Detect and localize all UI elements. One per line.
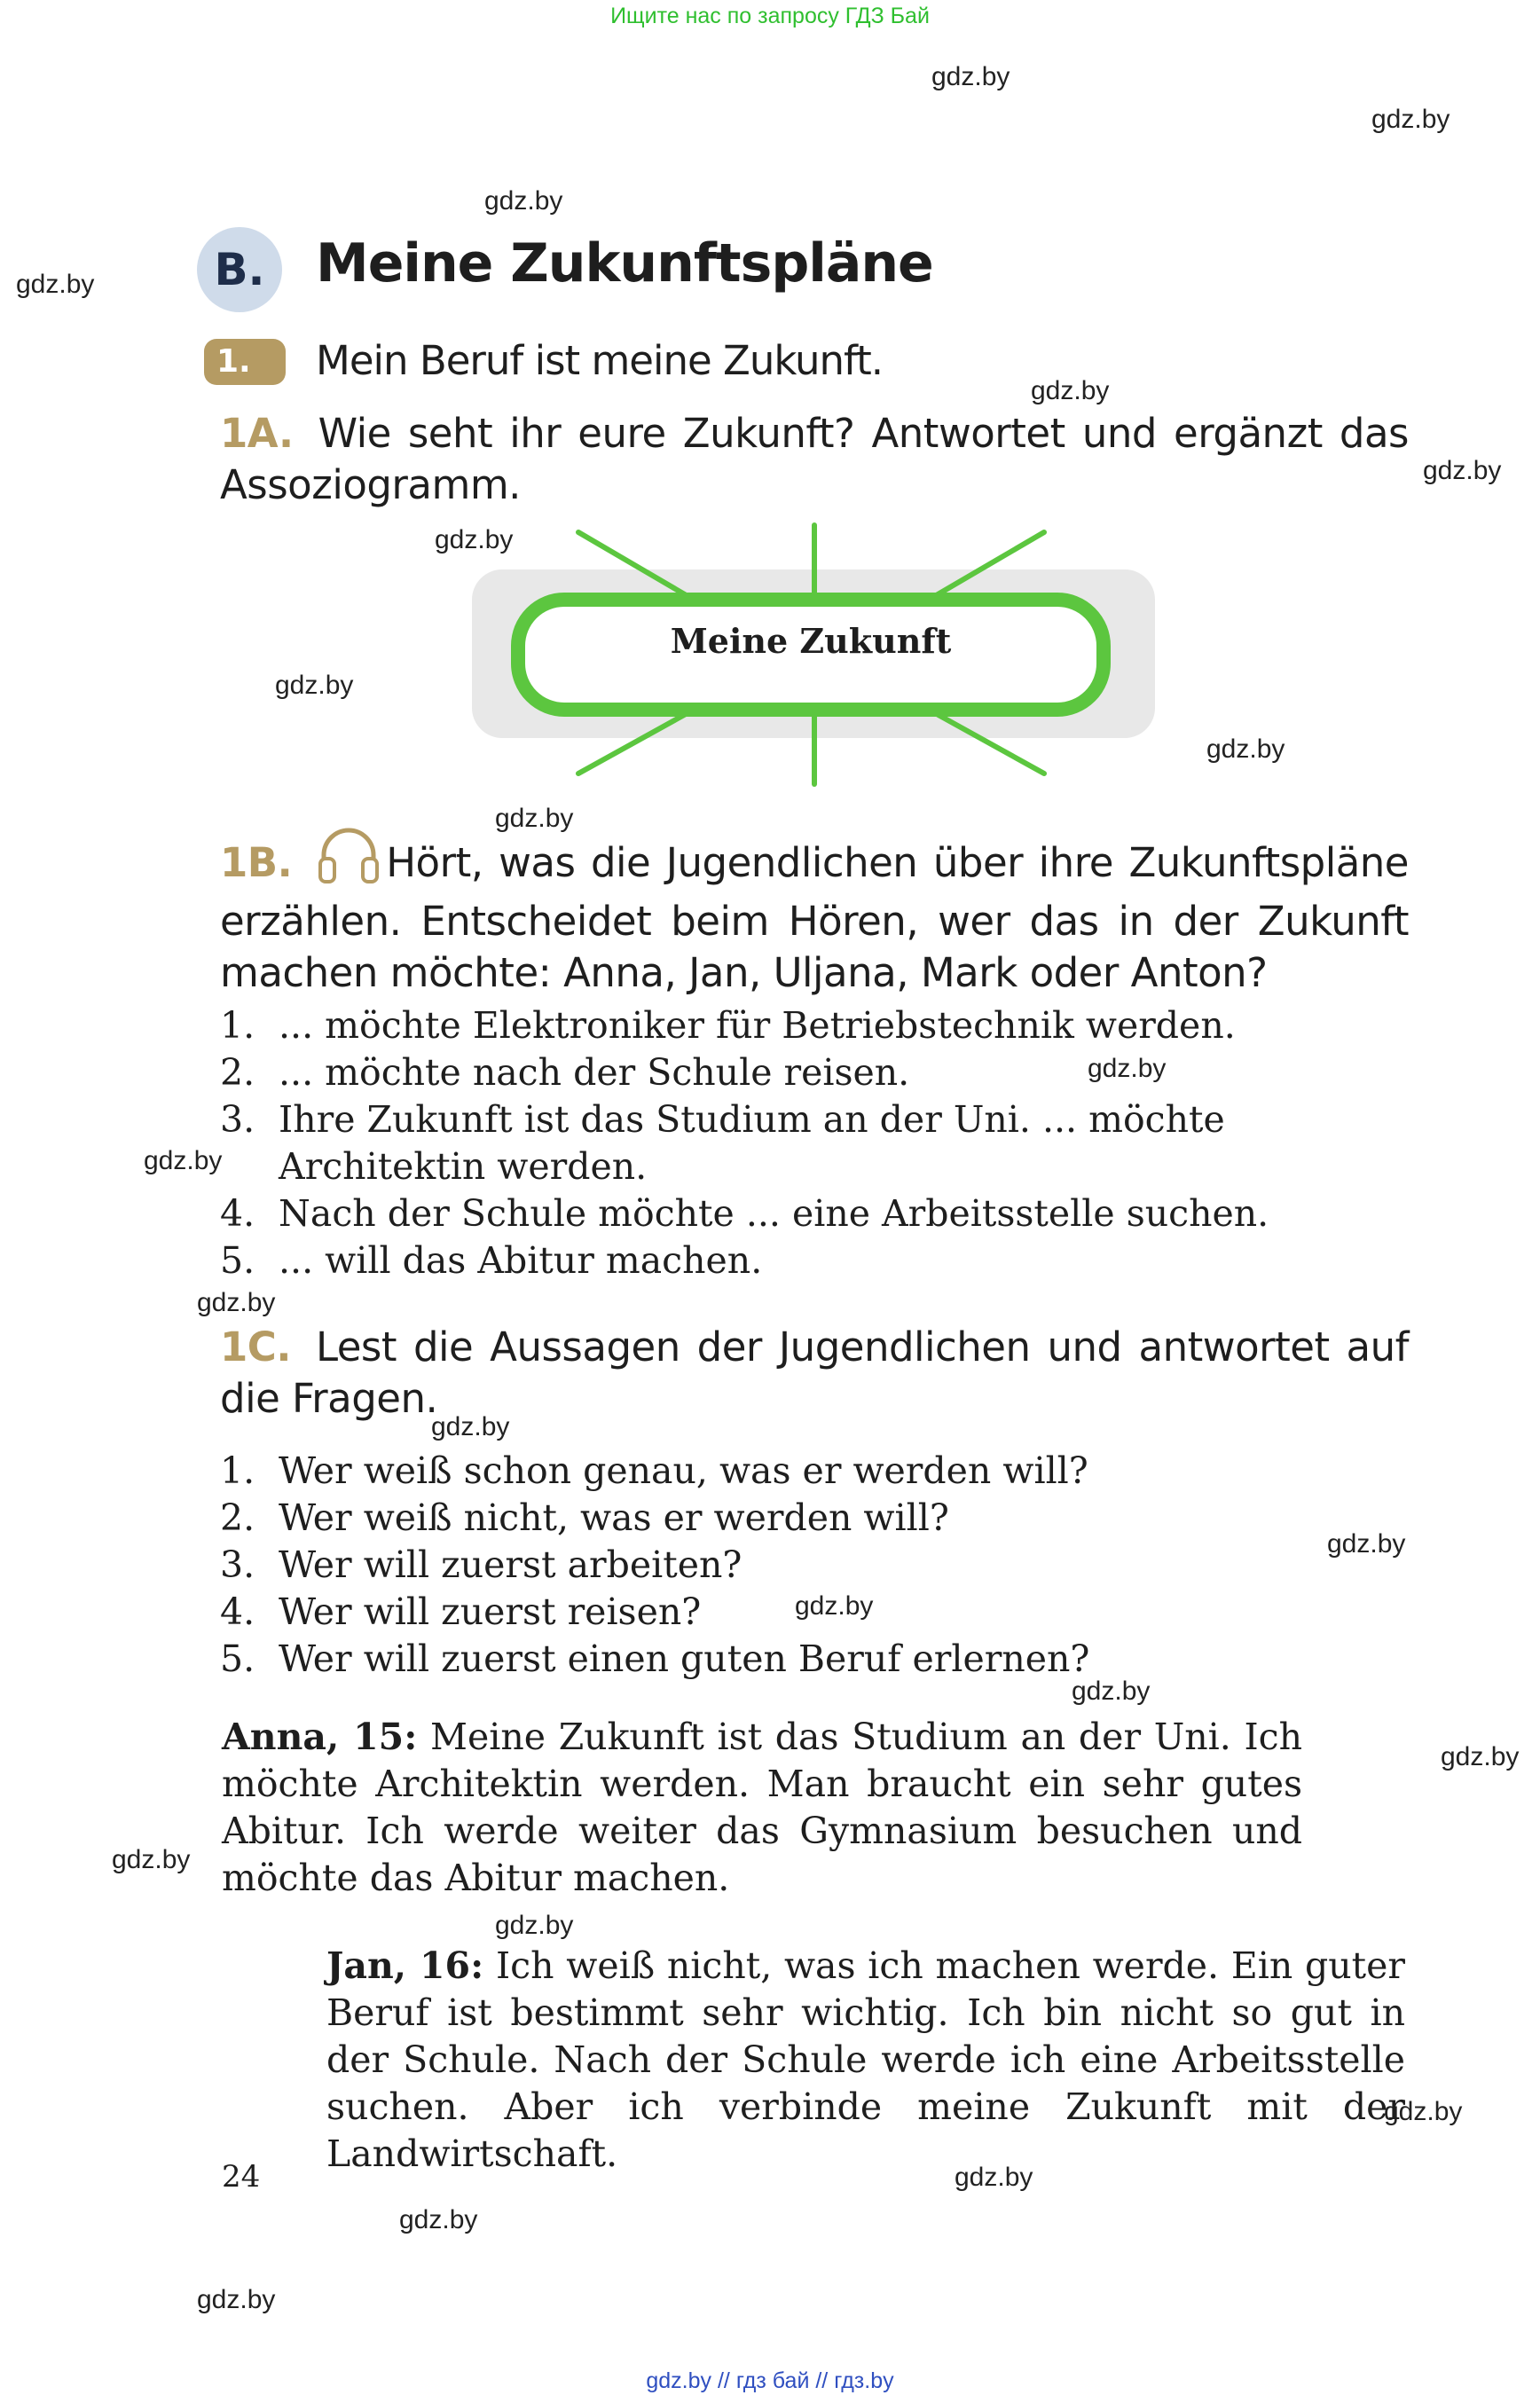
watermark: gdz.by [435, 525, 514, 554]
task-instruction: Wie seht ihr eure Zukunft? Antwortet und ergänzt das Assoziogramm. [220, 410, 1409, 508]
watermark: gdz.by [795, 1591, 874, 1621]
section-badge: B. [197, 227, 282, 312]
watermark: gdz.by [1384, 2097, 1463, 2126]
statement-speaker: Jan, 16: [326, 1944, 484, 1987]
task-1a [220, 408, 1409, 511]
watermark: gdz.by [955, 2163, 1033, 2192]
watermark: gdz.by [1423, 456, 1502, 485]
watermark: gdz.by [275, 671, 354, 700]
watermark: gdz.by [1072, 1677, 1151, 1706]
watermark: gdz.by [1206, 734, 1285, 764]
watermark: gdz.by [1441, 1742, 1520, 1771]
list-item [220, 1096, 1409, 1190]
task-instruction: Hört, was die Jugendlichen über ihre Zukunftspläne erzählen. Entscheidet beim Hören, wer das in der Zukunft machen möchte: Anna, Jan, Uljana, Mark oder Anton? [220, 839, 1409, 996]
item-text: ... möchte Elektroniker für Betriebstechnik werden. [279, 1004, 1236, 1047]
bottom-banner[interactable]: gdz.by // гдз бай // гдз.by [646, 2368, 894, 2393]
item-text: Nach der Schule möchte ... eine Arbeitsstelle suchen. [279, 1192, 1269, 1235]
item-text: Wer will zuerst reisen? [279, 1590, 702, 1633]
watermark: gdz.by [399, 2205, 478, 2234]
list-item [220, 1448, 1409, 1495]
list-item [220, 1237, 1409, 1284]
watermark: gdz.by [495, 1911, 574, 1940]
task-number: 1B. [220, 839, 293, 886]
item-number: 3. [220, 1543, 255, 1586]
item-number: 1. [220, 1004, 255, 1047]
item-text: ... möchte nach der Schule reisen. [279, 1051, 910, 1094]
watermark: gdz.by [1327, 1529, 1406, 1559]
item-text: Wer will zuerst arbeiten? [279, 1543, 742, 1586]
watermark: gdz.by [16, 270, 95, 299]
page-number: 24 [222, 2159, 261, 2195]
item-text: Wer weiß nicht, was er werden will? [279, 1496, 949, 1539]
item-text: ... will das Abitur machen. [279, 1239, 763, 1282]
list-item [220, 1002, 1409, 1049]
watermark: gdz.by [144, 1146, 223, 1175]
item-number: 5. [220, 1637, 255, 1680]
watermark: gdz.by [1031, 376, 1110, 405]
top-banner[interactable]: Ищите нас по запросу ГДЗ Бай [610, 4, 930, 28]
statement-jan [326, 1943, 1405, 2178]
section-title: Meine Zukunftspläne [316, 232, 933, 294]
task-1b-list [220, 1002, 1409, 1284]
task-1b [220, 825, 1409, 999]
item-number: 4. [220, 1590, 255, 1633]
watermark: gdz.by [1371, 105, 1450, 134]
item-text: Wer weiß schon genau, was er werden will? [279, 1449, 1088, 1492]
task-title: Mein Beruf ist meine Zukunft. [316, 337, 884, 384]
headphones-icon[interactable] [317, 825, 381, 896]
statement-text: Ich weiß nicht, was ich machen werde. Ein guter Beruf ist bestimmt sehr wichtig. Ich bin nicht so gut in der Schule. Nach der Schule werde ich eine Arbeitsstelle suchen. Aber ich verbinde meine Zukunft mit der Landwirtschaft. [326, 1944, 1405, 2175]
task-number: 1A. [220, 410, 294, 457]
item-text: Ihre Zukunft ist das Studium an der Uni. ... möchte Architektin werden. [279, 1098, 1225, 1188]
item-number: 1. [220, 1449, 255, 1492]
watermark: gdz.by [931, 62, 1010, 91]
diagram-center-label: Meine Zukunft [670, 621, 952, 661]
watermark: gdz.by [484, 186, 563, 216]
task-instruction: Lest die Aussagen der Jugendlichen und antwortet auf die Fragen. [220, 1323, 1409, 1422]
watermark: gdz.by [197, 2285, 276, 2314]
task-number: 1C. [220, 1323, 291, 1370]
item-number: 5. [220, 1239, 255, 1282]
statement-speaker: Anna, 15: [222, 1716, 418, 1758]
list-item [220, 1589, 1409, 1636]
statement-text: Meine Zukunft ist das Studium an der Uni. Ich möchte Architektin werden. Man braucht ein sehr gutes Abitur. Ich werde weiter das Gymnasium besuchen und möchte das Abitur machen. [222, 1716, 1303, 1899]
item-number: 3. [220, 1098, 255, 1141]
watermark: gdz.by [1088, 1054, 1167, 1083]
list-item [220, 1542, 1409, 1589]
list-item [220, 1190, 1409, 1237]
watermark: gdz.by [431, 1412, 510, 1441]
item-text: Wer will zuerst einen guten Beruf erlernen? [279, 1637, 1090, 1680]
list-item [220, 1636, 1409, 1683]
statement-anna [222, 1714, 1302, 1902]
watermark: gdz.by [112, 1845, 191, 1874]
watermark: gdz.by [495, 804, 574, 833]
watermark: gdz.by [197, 1288, 276, 1317]
task-1c-list [220, 1448, 1409, 1683]
task-1c [220, 1322, 1409, 1425]
list-item [220, 1049, 1409, 1096]
item-number: 2. [220, 1496, 255, 1539]
item-number: 2. [220, 1051, 255, 1094]
item-number: 4. [220, 1192, 255, 1235]
list-item [220, 1495, 1409, 1542]
task-number-badge: 1. [204, 339, 286, 385]
